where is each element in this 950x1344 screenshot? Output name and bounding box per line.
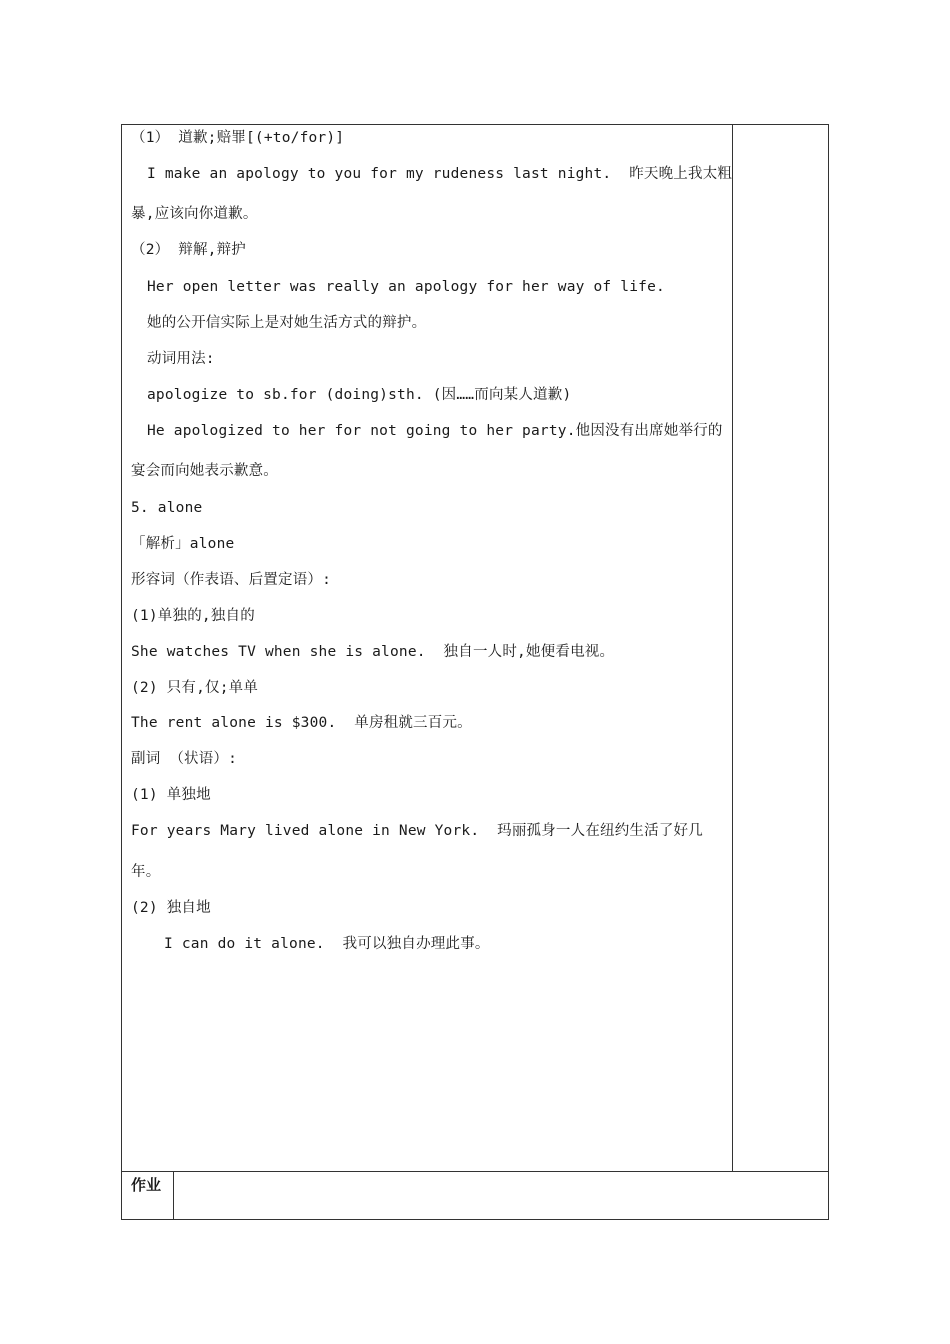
text-line: I make an apology to you for my rudeness last night. 昨天晚上我太粗 [147, 166, 733, 182]
text-line: apologize to sb.for (doing)sth. (因……而向某人道歉) [147, 387, 572, 403]
text-line: (1)单独的,独自的 [131, 608, 255, 624]
text-line: （1） 道歉;赔罪[(+to/for)] [131, 130, 345, 146]
text-line: （2） 辩解,辩护 [131, 242, 246, 258]
homework-content-cell [173, 1171, 829, 1220]
text-line: I can do it alone. 我可以独自办理此事。 [164, 936, 490, 952]
homework-label: 作业 [131, 1176, 162, 1194]
text-line: He apologized to her for not going to her party.他因没有出席她举行的 [147, 423, 723, 439]
text-line: 形容词（作表语、后置定语）: [131, 572, 332, 588]
text-line: (1) 单独地 [131, 787, 211, 803]
text-line: For years Mary lived alone in New York. 玛丽孤身一人在纽约生活了好几 [131, 823, 703, 839]
text-line: 宴会而向她表示歉意。 [131, 463, 278, 479]
text-line: 5. alone [131, 500, 203, 516]
text-line: 暴,应该向你道歉。 [131, 206, 258, 222]
text-line: The rent alone is $300. 单房租就三百元。 [131, 715, 472, 731]
side-notes-cell [732, 124, 829, 1172]
text-line: Her open letter was really an apology for her way of life. [147, 279, 665, 295]
text-line: (2) 独自地 [131, 900, 211, 916]
text-line: She watches TV when she is alone. 独自一人时,她便看电视。 [131, 644, 615, 660]
text-line: 她的公开信实际上是对她生活方式的辩护。 [147, 315, 427, 331]
text-line: 「解析」alone [131, 536, 235, 552]
text-line: 副词 （状语）: [131, 751, 238, 767]
text-line: 动词用法: [147, 351, 215, 367]
text-line: 年。 [131, 864, 161, 880]
text-line: (2) 只有,仅;单单 [131, 680, 259, 696]
